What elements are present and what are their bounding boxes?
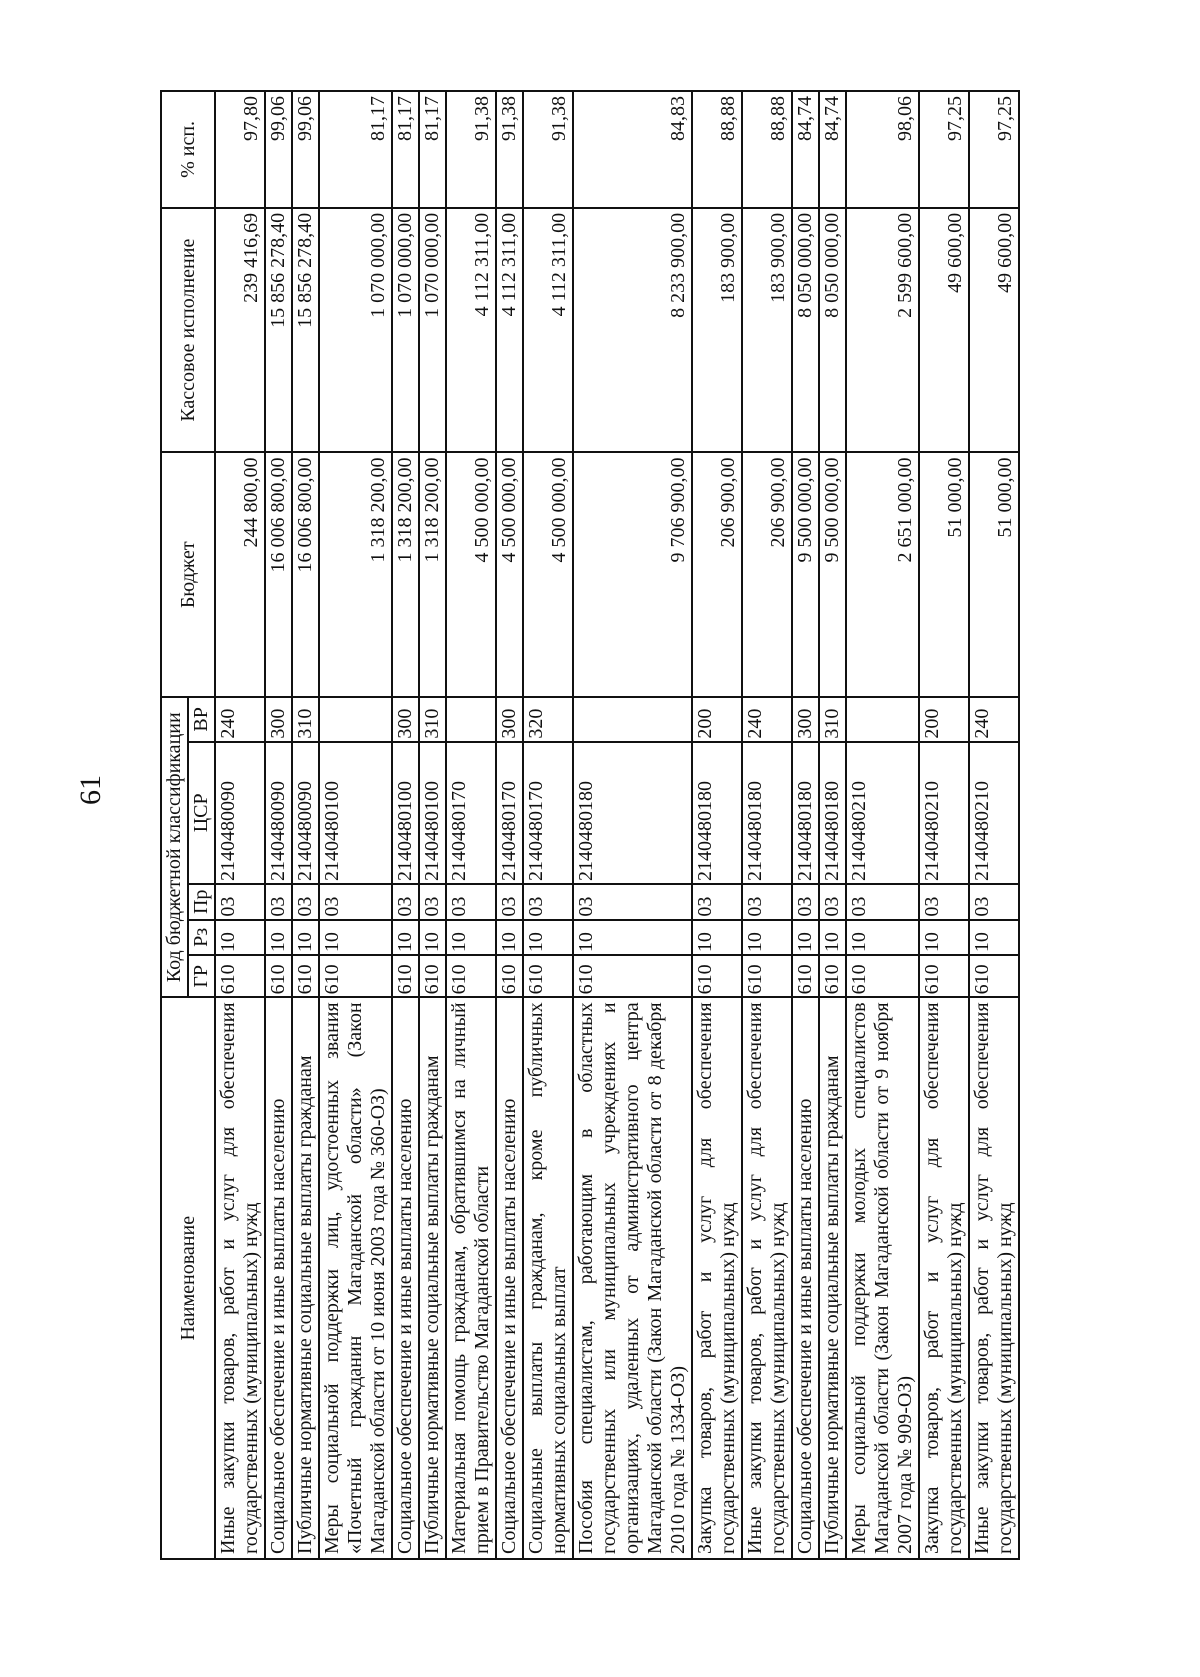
cell-budget: 9 500 000,00 — [819, 452, 846, 697]
cell-budget: 16 006 800,00 — [292, 452, 319, 697]
cell-csr: 2140480090 — [215, 742, 265, 884]
cell-cash: 1 070 000,00 — [419, 208, 446, 453]
table-row — [265, 91, 292, 1559]
cell-pr: 03 — [742, 884, 792, 920]
cell-pct: 84,83 — [573, 91, 692, 208]
cell-cash: 8 050 000,00 — [819, 208, 846, 453]
cell-csr: 2140480180 — [573, 742, 692, 884]
table-row — [819, 91, 846, 1559]
table-row — [419, 91, 446, 1559]
cell-rz: 10 — [573, 920, 692, 956]
cell-name: Социальные выплаты гражданам, кроме публичных нормативных социальных выплат — [523, 997, 573, 1559]
cell-gr: 610 — [292, 955, 319, 997]
cell-name: Социальное обеспечение и иные выплаты населению — [496, 997, 523, 1559]
cell-csr: 2140480100 — [419, 742, 446, 884]
cell-vr — [446, 697, 496, 742]
table-row — [392, 91, 419, 1559]
cell-name: Закупка товаров, работ и услуг для обеспечения государственных (муниципальных) нужд — [692, 997, 742, 1559]
cell-gr: 610 — [419, 955, 446, 997]
cell-name: Иные закупки товаров, работ и услуг для обеспечения государственных (муниципальных) нужд — [215, 997, 265, 1559]
cell-cash: 4 112 311,00 — [523, 208, 573, 453]
cell-vr: 300 — [496, 697, 523, 742]
cell-pr: 03 — [392, 884, 419, 920]
cell-csr: 2140480180 — [792, 742, 819, 884]
cell-pct: 98,06 — [846, 91, 919, 208]
table-row — [919, 91, 969, 1559]
cell-csr: 2140480180 — [742, 742, 792, 884]
cell-name: Социальное обеспечение и иные выплаты населению — [265, 997, 292, 1559]
cell-cash: 1 070 000,00 — [392, 208, 419, 453]
cell-name: Иные закупки товаров, работ и услуг для обеспечения государственных (муниципальных) нужд — [969, 997, 1019, 1559]
cell-gr: 610 — [919, 955, 969, 997]
table-row — [692, 91, 742, 1559]
cell-pct: 91,38 — [496, 91, 523, 208]
cell-budget: 206 900,00 — [692, 452, 742, 697]
cell-vr: 240 — [969, 697, 1019, 742]
cell-name: Меры социальной поддержки лиц, удостоенных звания «Почетный гражданин Магаданской области» (Закон Магаданской области от 10 июня 2003 года № 360-ОЗ) — [319, 997, 392, 1559]
cell-pr: 03 — [919, 884, 969, 920]
cell-gr: 610 — [573, 955, 692, 997]
cell-rz: 10 — [969, 920, 1019, 956]
table-row — [496, 91, 523, 1559]
cell-budget: 51 000,00 — [969, 452, 1019, 697]
table-row — [573, 91, 692, 1559]
cell-vr: 240 — [742, 697, 792, 742]
cell-pr: 03 — [496, 884, 523, 920]
cell-pct: 81,17 — [319, 91, 392, 208]
cell-pr: 03 — [692, 884, 742, 920]
header-gr: ГР — [188, 955, 215, 997]
cell-budget: 206 900,00 — [742, 452, 792, 697]
cell-name: Публичные нормативные социальные выплаты гражданам — [819, 997, 846, 1559]
cell-pr: 03 — [319, 884, 392, 920]
cell-csr: 2140480210 — [919, 742, 969, 884]
cell-cash: 4 112 311,00 — [496, 208, 523, 453]
cell-pr: 03 — [846, 884, 919, 920]
cell-budget: 1 318 200,00 — [319, 452, 392, 697]
cell-vr — [573, 697, 692, 742]
cell-rz: 10 — [292, 920, 319, 956]
cell-pr: 03 — [265, 884, 292, 920]
cell-pr: 03 — [969, 884, 1019, 920]
header-csr: ЦСР — [188, 742, 215, 884]
cell-vr: 200 — [919, 697, 969, 742]
header-cash: Кассовое исполнение — [161, 208, 215, 453]
cell-gr: 610 — [265, 955, 292, 997]
cell-gr: 610 — [742, 955, 792, 997]
table-row — [292, 91, 319, 1559]
page-number: 61 — [74, 775, 107, 805]
cell-pr: 03 — [573, 884, 692, 920]
cell-budget: 9 500 000,00 — [792, 452, 819, 697]
table-row — [742, 91, 792, 1559]
cell-name: Материальная помощь гражданам, обратившимся на личный прием в Правительство Магаданской области — [446, 997, 496, 1559]
cell-rz: 10 — [392, 920, 419, 956]
cell-pr: 03 — [419, 884, 446, 920]
cell-name: Социальное обеспечение и иные выплаты населению — [792, 997, 819, 1559]
table-row — [523, 91, 573, 1559]
cell-rz: 10 — [846, 920, 919, 956]
cell-budget: 51 000,00 — [919, 452, 969, 697]
cell-rz: 10 — [496, 920, 523, 956]
cell-csr: 2140480170 — [446, 742, 496, 884]
cell-pct: 91,38 — [523, 91, 573, 208]
table-row — [792, 91, 819, 1559]
cell-pct: 99,06 — [265, 91, 292, 208]
cell-name: Меры социальной поддержки молодых специалистов Магаданской области (Закон Магаданской области от 9 ноября 2007 года № 909-ОЗ) — [846, 997, 919, 1559]
cell-vr: 300 — [392, 697, 419, 742]
cell-gr: 610 — [692, 955, 742, 997]
cell-budget: 1 318 200,00 — [392, 452, 419, 697]
table-row — [846, 91, 919, 1559]
cell-pr: 03 — [292, 884, 319, 920]
cell-csr: 2140480180 — [692, 742, 742, 884]
cell-pct: 88,88 — [692, 91, 742, 208]
cell-vr — [846, 697, 919, 742]
cell-vr: 240 — [215, 697, 265, 742]
cell-pr: 03 — [819, 884, 846, 920]
header-code-group: Код бюджетной классификации — [161, 697, 188, 997]
cell-budget: 2 651 000,00 — [846, 452, 919, 697]
cell-pct: 84,74 — [819, 91, 846, 208]
cell-rz: 10 — [523, 920, 573, 956]
cell-pr: 03 — [792, 884, 819, 920]
cell-cash: 8 233 900,00 — [573, 208, 692, 453]
cell-gr: 610 — [215, 955, 265, 997]
table-row — [969, 91, 1019, 1559]
cell-csr: 2140480170 — [496, 742, 523, 884]
cell-rz: 10 — [919, 920, 969, 956]
cell-name: Иные закупки товаров, работ и услуг для обеспечения государственных (муниципальных) нужд — [742, 997, 792, 1559]
cell-cash: 15 856 278,40 — [265, 208, 292, 453]
cell-budget: 16 006 800,00 — [265, 452, 292, 697]
cell-pct: 81,17 — [392, 91, 419, 208]
header-pr: Пр — [188, 884, 215, 920]
cell-gr: 610 — [969, 955, 1019, 997]
cell-budget: 4 500 000,00 — [446, 452, 496, 697]
header-rz: Рз — [188, 920, 215, 956]
header-pct: % исп. — [161, 91, 215, 208]
cell-pr: 03 — [215, 884, 265, 920]
cell-budget: 4 500 000,00 — [496, 452, 523, 697]
cell-budget: 9 706 900,00 — [573, 452, 692, 697]
cell-pct: 97,25 — [969, 91, 1019, 208]
cell-csr: 2140480100 — [319, 742, 392, 884]
cell-vr: 310 — [419, 697, 446, 742]
table-row — [215, 91, 265, 1559]
table-body — [215, 91, 1019, 1559]
cell-gr: 610 — [792, 955, 819, 997]
cell-gr: 610 — [523, 955, 573, 997]
cell-vr: 310 — [819, 697, 846, 742]
cell-name: Публичные нормативные социальные выплаты гражданам — [419, 997, 446, 1559]
cell-cash: 49 600,00 — [969, 208, 1019, 453]
cell-csr: 2140480210 — [846, 742, 919, 884]
cell-cash: 183 900,00 — [742, 208, 792, 453]
cell-budget: 1 318 200,00 — [419, 452, 446, 697]
header-budget: Бюджет — [161, 452, 215, 697]
cell-cash: 4 112 311,00 — [446, 208, 496, 453]
cell-rz: 10 — [742, 920, 792, 956]
cell-rz: 10 — [692, 920, 742, 956]
cell-csr: 2140480170 — [523, 742, 573, 884]
cell-csr: 2140480180 — [819, 742, 846, 884]
cell-rz: 10 — [265, 920, 292, 956]
cell-pct: 91,38 — [446, 91, 496, 208]
cell-gr: 610 — [446, 955, 496, 997]
cell-vr — [319, 697, 392, 742]
cell-cash: 49 600,00 — [919, 208, 969, 453]
cell-name: Публичные нормативные социальные выплаты гражданам — [292, 997, 319, 1559]
cell-vr: 200 — [692, 697, 742, 742]
cell-csr: 2140480210 — [969, 742, 1019, 884]
cell-rz: 10 — [792, 920, 819, 956]
cell-pr: 03 — [523, 884, 573, 920]
cell-pct: 81,17 — [419, 91, 446, 208]
cell-gr: 610 — [496, 955, 523, 997]
cell-vr: 300 — [792, 697, 819, 742]
rotated-table-wrapper — [160, 90, 1060, 1560]
header-row — [161, 91, 188, 1559]
cell-vr: 320 — [523, 697, 573, 742]
cell-gr: 610 — [819, 955, 846, 997]
cell-budget: 244 800,00 — [215, 452, 265, 697]
cell-vr: 300 — [265, 697, 292, 742]
cell-budget: 4 500 000,00 — [523, 452, 573, 697]
cell-csr: 2140480100 — [392, 742, 419, 884]
cell-vr: 310 — [292, 697, 319, 742]
cell-csr: 2140480090 — [265, 742, 292, 884]
header-vr: ВР — [188, 697, 215, 742]
cell-rz: 10 — [319, 920, 392, 956]
cell-cash: 1 070 000,00 — [319, 208, 392, 453]
cell-cash: 183 900,00 — [692, 208, 742, 453]
table-row — [446, 91, 496, 1559]
cell-cash: 15 856 278,40 — [292, 208, 319, 453]
cell-name: Закупка товаров, работ и услуг для обеспечения государственных (муниципальных) нужд — [919, 997, 969, 1559]
cell-pct: 99,06 — [292, 91, 319, 208]
cell-rz: 10 — [419, 920, 446, 956]
cell-name: Пособия специалистам, работающим в областных государственных или муниципальных учреждениях и организациях, удаленных от административного центра Магаданской области (Закон Магаданской области от 8 декабря 2010 года № 1334-ОЗ) — [573, 997, 692, 1559]
cell-cash: 8 050 000,00 — [792, 208, 819, 453]
header-name: Наименование — [161, 997, 215, 1559]
cell-pct: 97,25 — [919, 91, 969, 208]
table-row — [319, 91, 392, 1559]
cell-name: Социальное обеспечение и иные выплаты населению — [392, 997, 419, 1559]
cell-cash: 239 416,69 — [215, 208, 265, 453]
cell-csr: 2140480090 — [292, 742, 319, 884]
cell-rz: 10 — [446, 920, 496, 956]
cell-gr: 610 — [392, 955, 419, 997]
cell-pct: 97,80 — [215, 91, 265, 208]
cell-pr: 03 — [446, 884, 496, 920]
budget-table — [160, 90, 1020, 1560]
cell-pct: 88,88 — [742, 91, 792, 208]
cell-rz: 10 — [215, 920, 265, 956]
cell-gr: 610 — [319, 955, 392, 997]
cell-gr: 610 — [846, 955, 919, 997]
cell-pct: 84,74 — [792, 91, 819, 208]
cell-cash: 2 599 600,00 — [846, 208, 919, 453]
cell-rz: 10 — [819, 920, 846, 956]
